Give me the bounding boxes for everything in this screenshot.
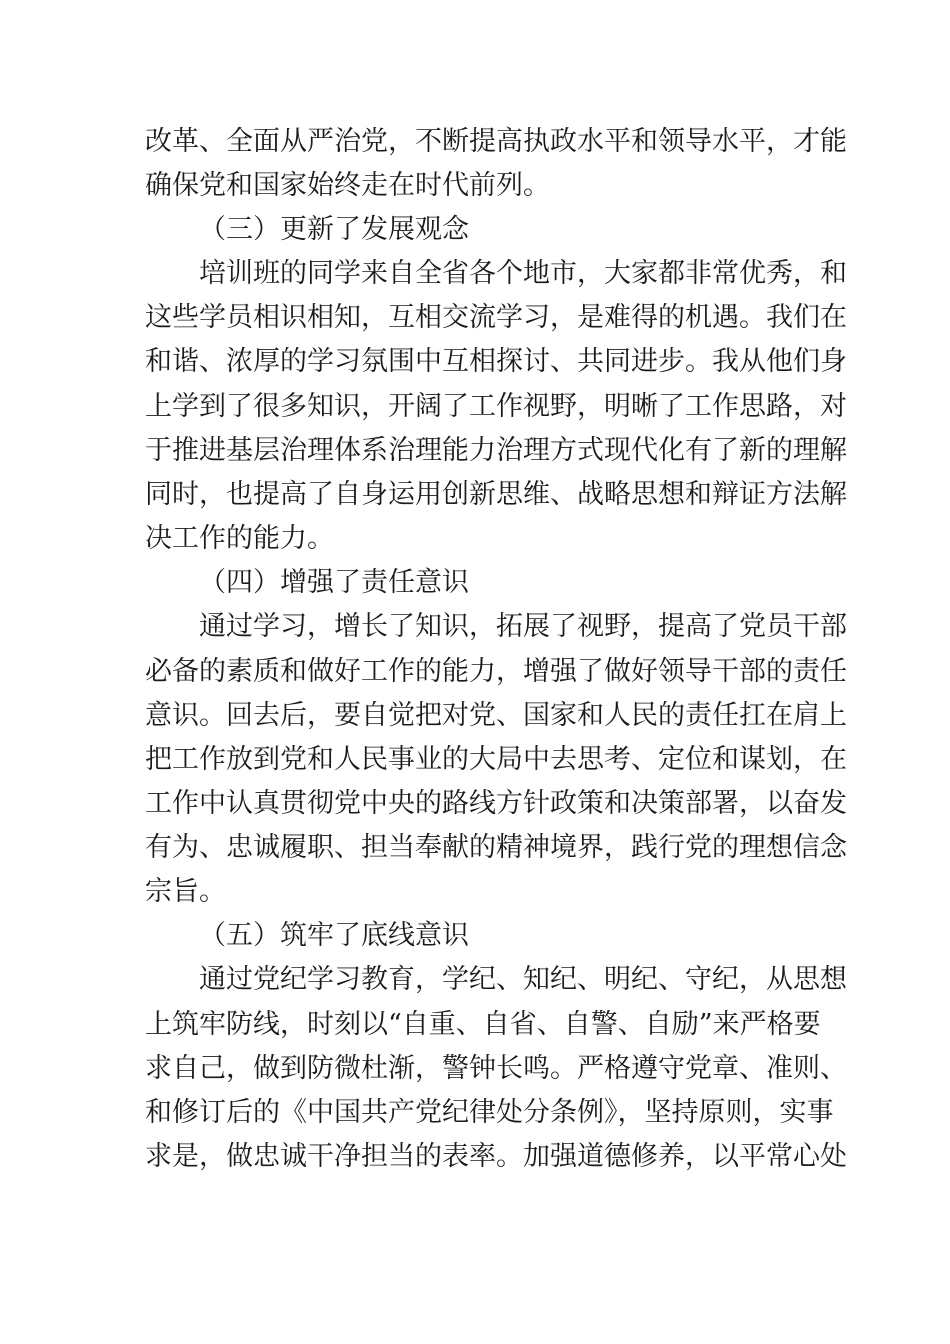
body-text-line: 工作中认真贯彻党中央的路线方针政策和决策部署，以奋发 (145, 788, 847, 819)
body-text-line: 必备的素质和做好工作的能力，增强了做好领导干部的责任 (145, 656, 847, 687)
body-text-line: 通过学习，增长了知识，拓展了视野，提高了党员干部 (199, 611, 847, 642)
body-text-line: 上学到了很多知识，开阔了工作视野，明晰了工作思路，对 (145, 391, 847, 422)
body-text-line: 通过党纪学习教育，学纪、知纪、明纪、守纪，从思想 (199, 964, 847, 995)
body-text-line: 培训班的同学来自全省各个地市，大家都非常优秀，和 (199, 258, 847, 289)
body-text-line: 宗旨。 (145, 876, 226, 907)
body-text-line: 把工作放到党和人民事业的大局中去思考、定位和谋划，在 (145, 744, 847, 775)
body-text-line: 求是，做忠诚干净担当的表率。加强道德修养，以平常心处 (145, 1141, 847, 1172)
section-heading-3: （三）更新了发展观念 (199, 214, 469, 245)
body-text-line: 和修订后的《中国共产党纪律处分条例》，坚持原则，实事 (145, 1097, 834, 1128)
body-text-line: 同时，也提高了自身运用创新思维、战略思想和辩证方法解 (145, 479, 847, 510)
body-text-line: 确保党和国家始终走在时代前列。 (145, 170, 550, 201)
body-text-line: 求自己，做到防微杜渐，警钟长鸣。严格遵守党章、准则、 (145, 1053, 847, 1084)
body-text-line: 于推进基层治理体系治理能力治理方式现代化有了新的理解 (145, 435, 847, 466)
body-text-line: 这些学员相识相知，互相交流学习，是难得的机遇。我们在 (145, 302, 847, 333)
body-text-line: 有为、忠诚履职、担当奉献的精神境界，践行党的理想信念 (145, 832, 847, 863)
body-text-line: 改革、全面从严治党，不断提高执政水平和领导水平，才能 (145, 126, 847, 157)
section-heading-4: （四）增强了责任意识 (199, 567, 469, 598)
body-text-line: 和谐、浓厚的学习氛围中互相探讨、共同进步。我从他们身 (145, 346, 847, 377)
body-text-line: 决工作的能力。 (145, 523, 334, 554)
body-text-line: 意识。回去后，要自觉把对党、国家和人民的责任扛在肩上 (145, 700, 847, 731)
section-heading-5: （五）筑牢了底线意识 (199, 920, 469, 951)
body-text-line: 上筑牢防线，时刻以“自重、自省、自警、自励”来严格要 (145, 1009, 821, 1040)
